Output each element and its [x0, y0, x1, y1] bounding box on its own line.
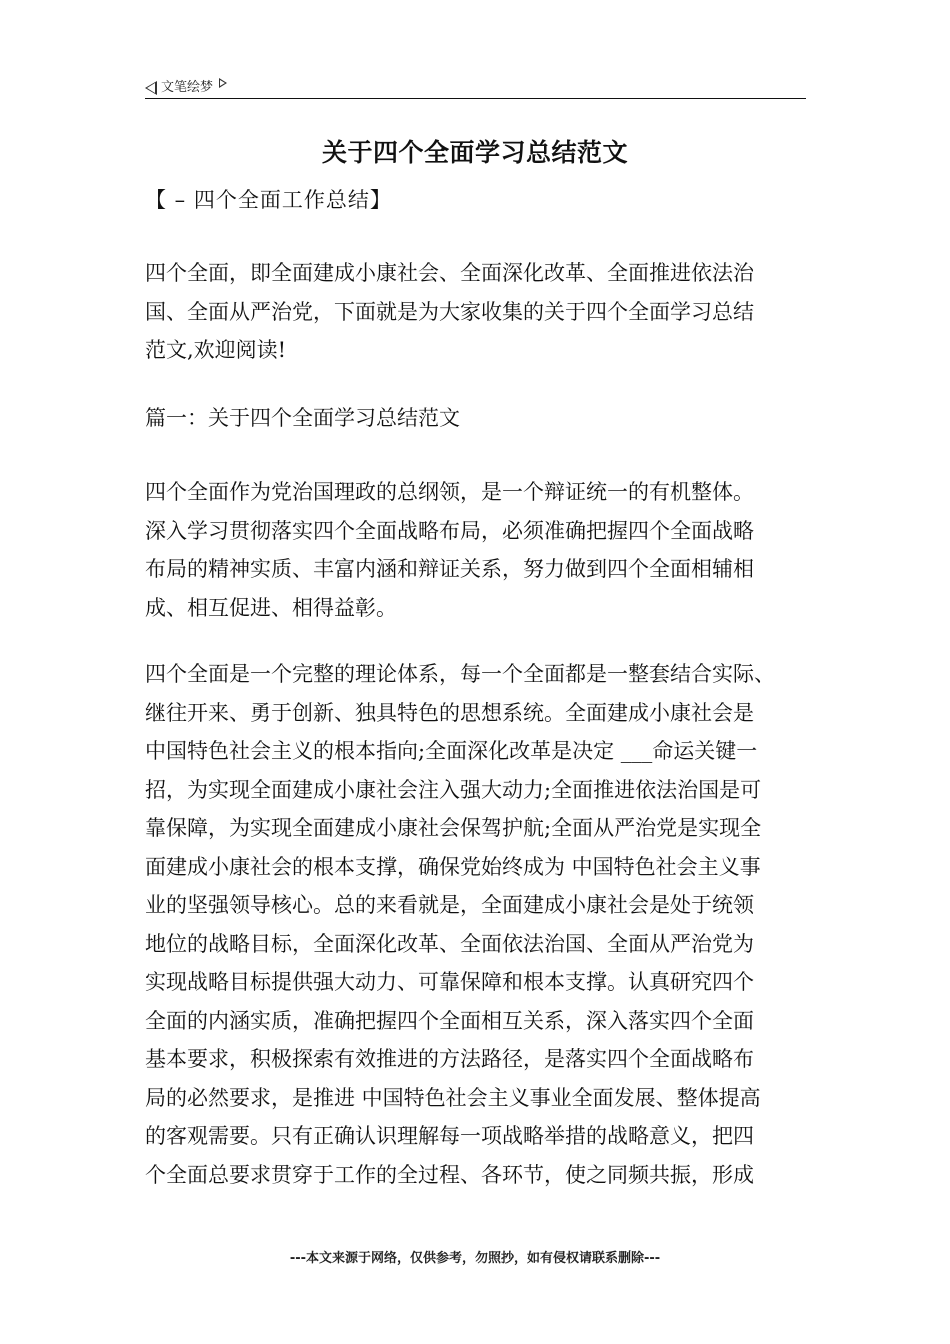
paragraph-line: 业的坚强领导核心。总的来看就是，全面建成小康社会是处于统领 — [145, 893, 754, 917]
paragraph-line: 布局的精神实质、丰富内涵和辩证关系，努力做到四个全面相辅相 — [145, 557, 754, 581]
header-brand: 文笔绘梦 — [161, 80, 214, 95]
paragraph-line: 个全面总要求贯穿于工作的全过程、各环节，使之同频共振，形成 — [145, 1162, 754, 1187]
document-subtitle: 【 – 四个全面工作总结】 — [145, 188, 392, 212]
paragraph-line: 范文,欢迎阅读! — [145, 338, 287, 362]
paragraph-line: 成、相互促进、相得益彰。 — [145, 595, 397, 620]
paragraph-overview — [145, 473, 807, 627]
paragraph-theory — [145, 655, 807, 1194]
paragraph-line: 基本要求，积极探索有效推进的方法路径，是落实四个全面战略布 — [145, 1047, 754, 1071]
page-footer: ---本文来源于网络，仅供参考，勿照抄，如有侵权请联系删除--- — [289, 1251, 661, 1266]
paragraph-line: 靠保障，为实现全面建成小康社会保驾护航;全面从严治党是实现全 — [145, 816, 762, 840]
paragraph-intro — [145, 254, 807, 370]
document-title: 关于四个全面学习总结范文 — [321, 138, 628, 167]
page-header — [145, 74, 806, 99]
section-heading — [145, 399, 807, 438]
paragraph-line: 局的必然要求，是推进 中国特色社会主义事业全面发展、整体提高 — [145, 1085, 761, 1110]
paragraph-line: 国、全面从严治党，下面就是为大家收集的关于四个全面学习总结 — [145, 299, 754, 324]
triangle-left-icon — [145, 81, 157, 95]
paragraph-line: 四个全面作为党治国理政的总纲领，是一个辩证统一的有机整体。 — [145, 480, 754, 504]
paragraph-line: 全面的内涵实质，准确把握四个全面相互关系，深入落实四个全面 — [145, 1008, 754, 1033]
paragraph-line: 深入学习贯彻落实四个全面战略布局，必须准确把握四个全面战略 — [145, 518, 754, 543]
triangle-right-icon — [219, 78, 227, 88]
paragraph-line: 四个全面是一个完整的理论体系，每一个全面都是一整套结合实际、 — [145, 662, 775, 686]
paragraph-line: 地位的战略目标，全面深化改革、全面依法治国、全面从严治党为 — [145, 931, 754, 956]
paragraph-line: 招，为实现全面建成小康社会注入强大动力;全面推进依法治国是可 — [145, 777, 762, 802]
paragraph-line: 四个全面，即全面建成小康社会、全面深化改革、全面推进依法治 — [145, 261, 754, 285]
paragraph-line: 的客观需要。只有正确认识理解每一项战略举措的战略意义，把四 — [145, 1124, 754, 1148]
paragraph-line: 继往开来、勇于创新、独具特色的思想系统。全面建成小康社会是 — [145, 700, 754, 725]
header-brand-group — [145, 76, 227, 95]
paragraph-line: 实现战略目标提供强大动力、可靠保障和根本支撑。认真研究四个 — [145, 970, 754, 994]
paragraph-line: 中国特色社会主义的根本指向;全面深化改革是决定 ___命运关键一 — [145, 739, 758, 763]
paragraph-line: 面建成小康社会的根本支撑，确保党始终成为 中国特色社会主义事 — [145, 854, 761, 879]
section-heading-line: 篇一：关于四个全面学习总结范文 — [145, 406, 460, 430]
